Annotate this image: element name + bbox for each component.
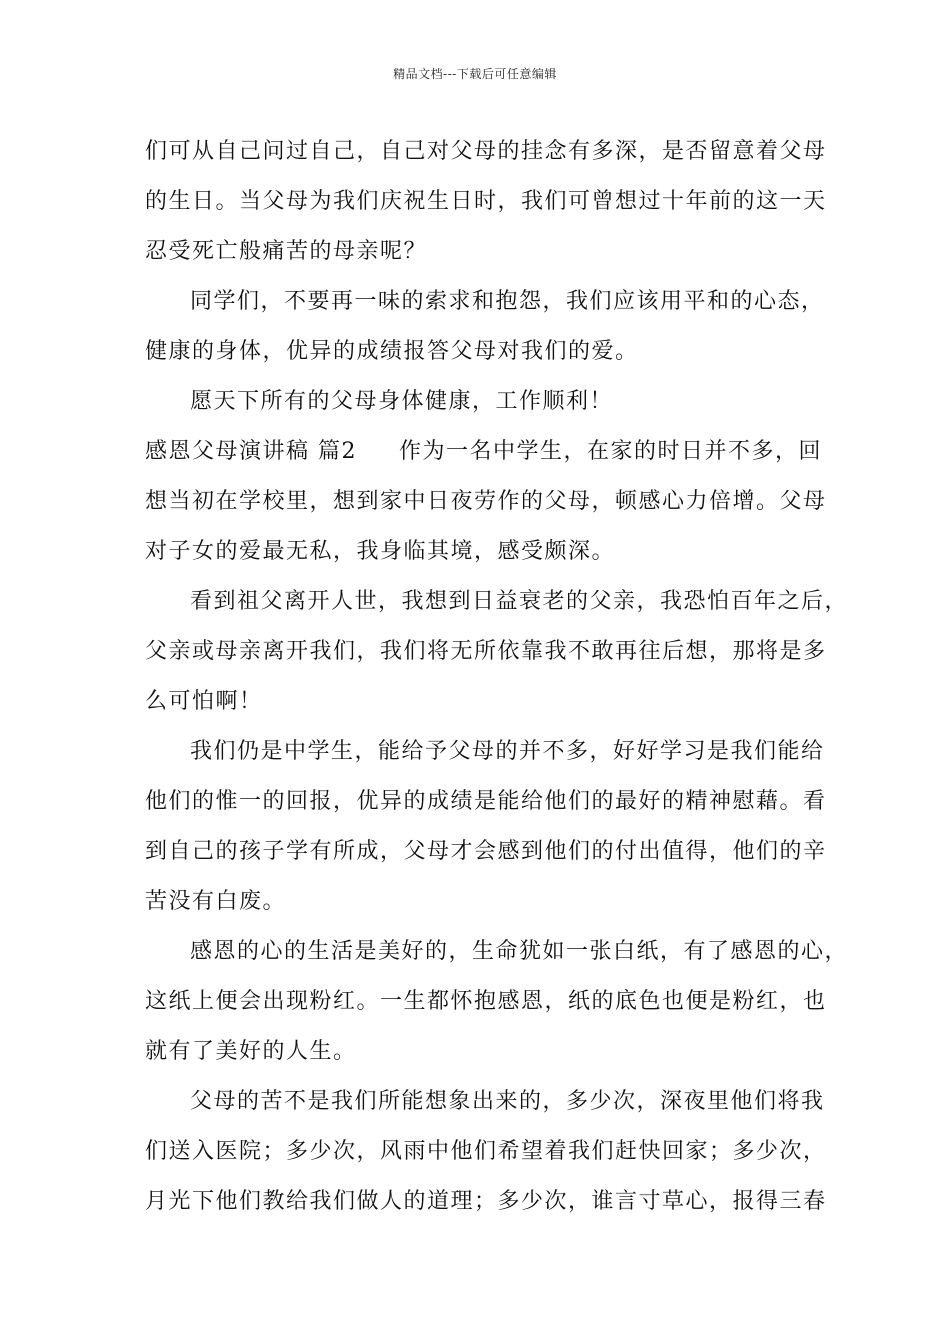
paragraph-first-line: 父母的苦不是我们所能想象出来的，多少次，深夜里他们将我 — [190, 1089, 825, 1114]
section-heading-line — [145, 427, 825, 477]
text-line: 忍受死亡般痛苦的母亲呢？ — [145, 239, 428, 264]
text-line: 么可怕啊！ — [145, 689, 263, 714]
paragraph-first-line: 我们仍是中学生，能给予父母的并不多，好好学习是我们能给 — [190, 739, 825, 764]
text-line: 们可从自己问过自己，自己对父母的挂念有多深，是否留意着父母 — [145, 139, 827, 164]
text-line: 他们的惟一的回报，优异的成绩是能给他们的最好的精神慰藉。看 — [145, 789, 827, 814]
text-line: 月光下他们教给我们做人的道理；多少次，谁言寸草心，报得三春 — [145, 1189, 827, 1214]
text-line: 对子女的爱最无私，我身临其境，感受颇深。 — [145, 539, 616, 564]
text-line: 们送入医院；多少次，风雨中他们希望着我们赶快回家；多少次， — [145, 1139, 827, 1164]
text-line: 到自己的孩子学有所成，父母才会感到他们的付出值得，他们的辛 — [145, 839, 827, 864]
paragraph-first-line: 感恩的心的生活是美好的，生命犹如一张白纸，有了感恩的心， — [190, 939, 849, 964]
text-line-content: 作为一名中学生，在家的时日并不多，回 — [399, 439, 823, 464]
section-heading: 感恩父母演讲稿 篇2 — [145, 439, 357, 464]
text-line: 父亲或母亲离开我们，我们将无所依靠我不敢再往后想，那将是多 — [145, 639, 827, 664]
text-line: 健康的身体，优异的成绩报答父母对我们的爱。 — [145, 339, 639, 364]
text-line: 这纸上便会出现粉红。一生都怀抱感恩，纸的底色也便是粉红，也 — [145, 989, 827, 1014]
page-header: 精品文档---下载后可任意编辑 — [393, 67, 557, 81]
paragraph-first-line: 同学们，不要再一味的索求和抱怨，我们应该用平和的心态， — [190, 289, 825, 314]
text-line: 苦没有白废。 — [145, 889, 287, 914]
text-line: 想当初在学校里，想到家中日夜劳作的父母，顿感心力倍增。父母 — [145, 489, 827, 514]
text-line: 就有了美好的人生。 — [145, 1039, 357, 1064]
text-line: 的生日。当父母为我们庆祝生日时，我们可曾想过十年前的这一天 — [145, 189, 827, 214]
paragraph-first-line: 愿天下所有的父母身体健康，工作顺利！ — [190, 389, 614, 414]
document-body — [145, 127, 849, 1227]
paragraph-first-line: 看到祖父离开人世，我想到日益衰老的父亲，我恐怕百年之后， — [190, 589, 849, 614]
